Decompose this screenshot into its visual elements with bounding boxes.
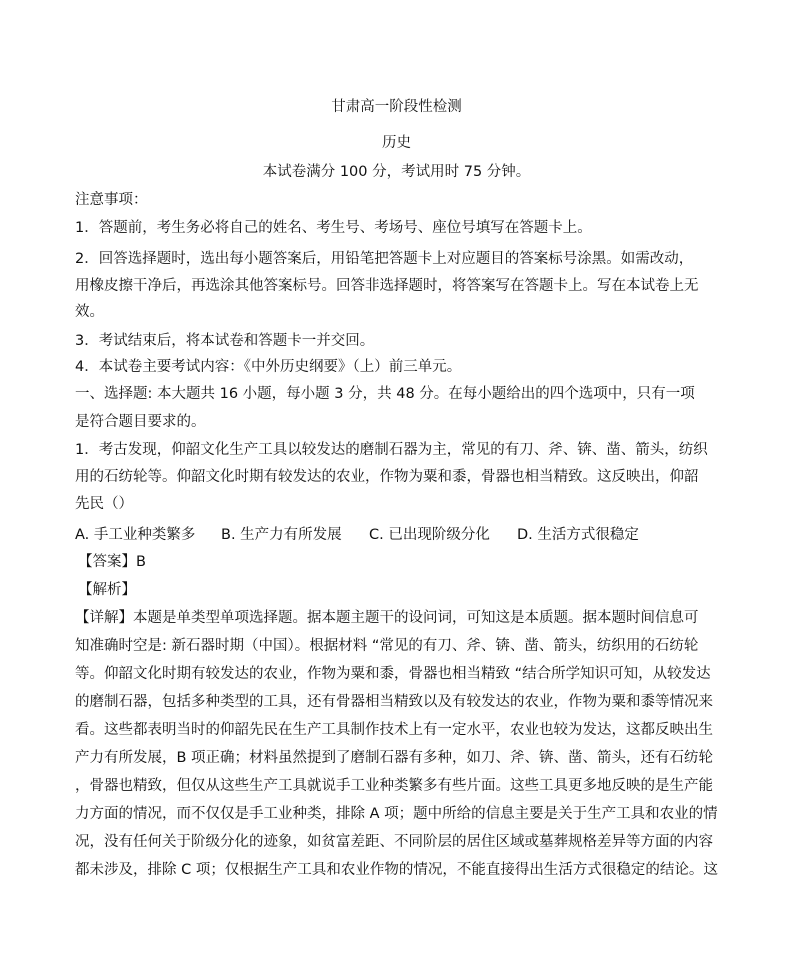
detail-line-3: 等。仰韶文化时期有较发达的农业，作物为粟和黍，骨器也相当精致 “结合所学知识可知，从较发达 bbox=[75, 666, 711, 682]
detail-line-6: 产力有所发展，B 项正确；材料虽然提到了磨制石器有多种，如刀、斧、锛、凿、箭头，还有石纺轮 bbox=[75, 750, 714, 766]
option-b: B. 生产力有所发展 bbox=[221, 527, 342, 543]
detail-line-10: 都未涉及，排除 C 项；仅根据生产工具和农业作物的情况，不能直接得出生活方式很稳定的结论。这 bbox=[75, 862, 718, 878]
detail-line-8: 力方面的情况，而不仅仅是手工业种类，排除 A 项；题中所给的信息主要是关于生产工具和农业的情 bbox=[75, 806, 718, 822]
option-d: D. 生活方式很稳定 bbox=[517, 527, 639, 543]
notice-item-4: 4．本试卷主要考试内容：《中外历史纲要》（上）前三单元。 bbox=[75, 359, 462, 375]
detail-line-4: 的磨制石器，包括多种类型的工具，还有骨器相当精致以及有较发达的农业，作物为粟和黍等情况来 bbox=[75, 694, 713, 710]
notice-item-3: 3．考试结束后，将本试卷和答题卡一并交回。 bbox=[75, 333, 375, 349]
detail-line-2: 知准确时空是: 新石器时期（中国）。根据材料 “常见的有刀、斧、锛、凿、箭头，纺织用的石纺轮 bbox=[75, 638, 699, 654]
notice-item-2-line-3: 效。 bbox=[75, 304, 104, 320]
question-1-stem-line-2: 用的石纺轮等。仰韶文化时期有较发达的农业，作物为粟和黍，骨器也相当精致。这反映出，仰韶 bbox=[75, 469, 699, 485]
section-heading-line-2: 是符合题目要求的。 bbox=[75, 414, 206, 430]
option-c: C. 已出现阶级分化 bbox=[369, 527, 490, 543]
option-a: A. 手工业种类繁多 bbox=[75, 527, 196, 543]
exam-info: 本试卷满分 100 分，考试用时 75 分钟。 bbox=[262, 164, 531, 180]
analysis-label: 【解析】 bbox=[78, 582, 136, 598]
notice-heading: 注意事项： bbox=[75, 192, 148, 208]
section-heading-line-1: 一、选择题: 本大题共 16 小题，每小题 3 分，共 48 分。在每小题给出的四个选项中，只有一项 bbox=[75, 386, 695, 402]
notice-item-2-line-1: 2．回答选择题时，选出每小题答案后，用铅笔把答题卡上对应题目的答案标号涂黑。如需改动， bbox=[75, 251, 694, 267]
detail-line-5: 看。这些都表明当时的仰韶先民在生产工具制作技术上有一定水平，农业也较为发达，这都反映出生 bbox=[75, 722, 713, 738]
question-1-stem-line-3: 先民（） bbox=[75, 496, 133, 512]
exam-title: 甘肃高一阶段性检测 bbox=[331, 99, 462, 115]
question-1-stem-line-1: 1．考古发现，仰韶文化生产工具以较发达的磨制石器为主，常见的有刀、斧、锛、凿、箭头，纺织 bbox=[75, 442, 708, 458]
notice-item-2-line-2: 用橡皮擦干净后，再选涂其他答案标号。回答非选择题时，将答案写在答题卡上。写在本试卷上无 bbox=[75, 278, 699, 294]
answer-label: 【答案】B bbox=[78, 554, 146, 570]
exam-subject: 历史 bbox=[382, 135, 411, 151]
detail-line-7: ，骨器也精致，但仅从这些生产工具就说手工业种类繁多有些片面。这些工具更多地反映的是生产能 bbox=[75, 778, 713, 794]
notice-item-1: 1．答题前，考生务必将自己的姓名、考生号、考场号、座位号填写在答题卡上。 bbox=[75, 220, 592, 236]
detail-line-1: 【详解】本题是单类型单项选择题。据本题主题干的设问词，可知这是本质题。据本题时间信息可 bbox=[75, 610, 699, 626]
detail-line-9: 况，没有任何关于阶级分化的迹象，如贫富差距、不同阶层的居住区域或墓葬规格差异等方面的内容 bbox=[75, 834, 713, 850]
